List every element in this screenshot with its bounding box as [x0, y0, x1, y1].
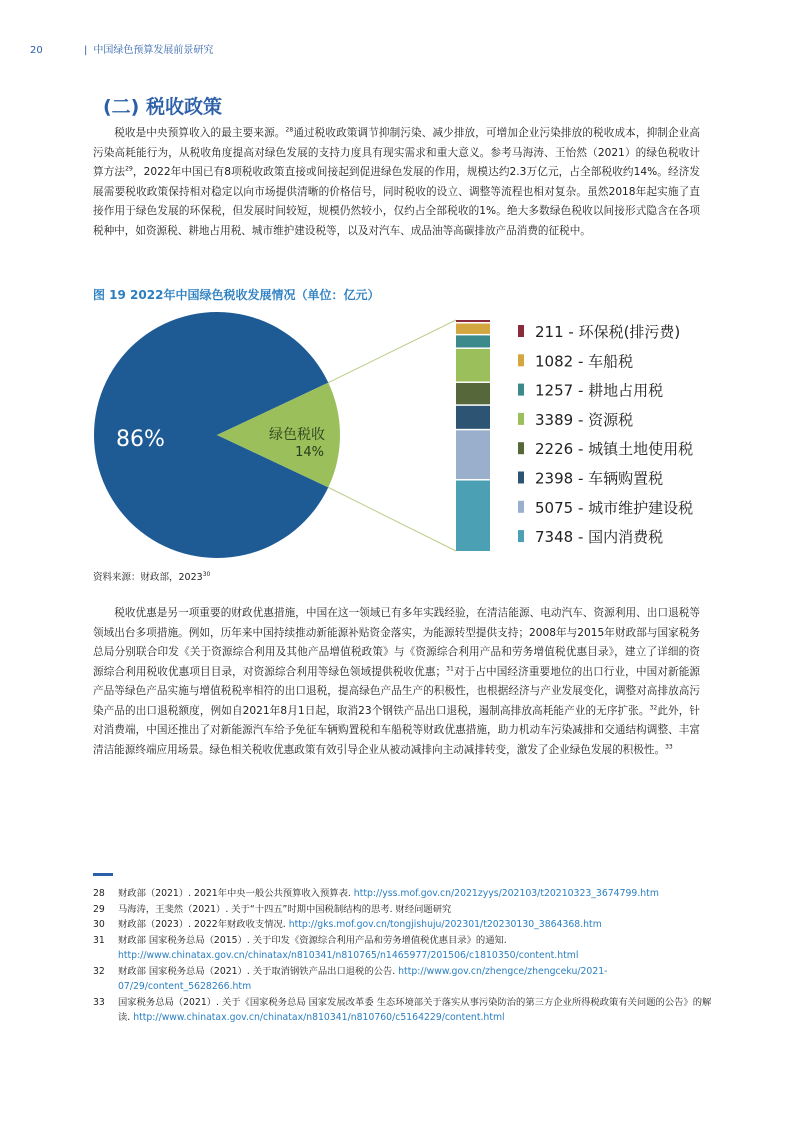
pie-label-green-name: 绿色税收 — [269, 427, 325, 443]
footnote-number: 29 — [93, 903, 105, 915]
footnote — [93, 964, 713, 995]
legend-label: 211 - 环保税(排污费) — [535, 323, 681, 341]
footnote-number: 33 — [93, 996, 105, 1008]
legend-label: 1082 - 车船税 — [535, 352, 634, 371]
paragraph-text: 此外，针对消费端，中国还推出了对新能源汽车给予免征车辆购置税和车船税等财政优惠措施，助力机动车污染减排和交通结构调整、丰富清洁能源终端应用场景。绿色相关税收优惠政策有效引导企业从被动减排向主动减排转变，激发了企业绿色发展的积极性。 — [93, 704, 700, 756]
legend-swatch — [518, 354, 524, 366]
paragraph-text: 税收优惠是另一项重要的财政优惠措施，中国在这一领域已有多年实践经验，在清洁能源、电动汽车、资源利用、出口退税等领域出台多项措施。例如，历年来中国持续推动新能源补贴资金落实，为能源转型提供支持；2008年与2015年财政部与国家税务总局分别联合印发《关于资源综合利用及其他产品增值税政策》与《资源综合利用产品和劳务增值税优惠目录》，建立了详细的资源综合利用税收优惠项目目录，对资源综合利用等绿色领域提供税收优惠； — [93, 607, 700, 678]
footnote-number: 30 — [93, 919, 105, 930]
paragraph-text: ，2022年中国已有8项税收政策直接或间接起到促进绿色发展的作用，规模达约2.3万亿元，占全部税收约14%。经济发展需要税收政策保持相对稳定以向市场提供清晰的价格信号，同时税收的设立、调整等流程也相对复杂。虽然2018年起实施了直接作用于绿色发展的环保税，但发展时间较短，规模仍然较小，仅约占全部税收的1%。绝大多数绿色税收以间接形式隐含在各项税种中，如资源税、耕地占用税、城市维护建设税等，以及对汽车、成品油等高碳排放产品消费的征税中。 — [93, 166, 701, 237]
footnote-ref[interactable]: 33 — [665, 742, 673, 750]
legend-label: 2226 - 城镇土地使用税 — [535, 440, 694, 459]
paragraph-text: 通过税收政策调节抑制污染、减少排放，可增加企业污染排放的税收成本，抑制企业高污染高耗能行为，从税收角度提高对绿色发展的支持力度具有现实需求和重大意义。参考马海涛、王怡然（2021）的绿色税收计算方法 — [93, 127, 700, 178]
bar-segment — [456, 320, 490, 322]
connector-line-bottom — [328, 487, 456, 551]
legend-swatch — [518, 413, 524, 425]
header-separator: | — [84, 45, 88, 56]
bar-segment — [456, 406, 490, 429]
bar-segment — [456, 349, 490, 382]
footnotes — [93, 886, 713, 1026]
footnote-link[interactable]: http://yss.mof.gov.cn/2021zyys/202103/t20210323_3674799.htm — [353, 888, 659, 899]
footnote-ref[interactable]: 32 — [649, 703, 658, 711]
footnote-ref[interactable]: 28 — [285, 126, 294, 134]
legend-swatch — [518, 384, 524, 396]
bar-segment — [456, 335, 490, 347]
footnote — [93, 902, 713, 918]
footnote-number: 28 — [93, 888, 105, 899]
legend-swatch — [518, 442, 524, 454]
footnote-ref[interactable]: 30 — [202, 570, 211, 578]
footnote-link[interactable]: http://www.chinatax.gov.cn/chinatax/n810341/n810765/n1465977/201506/c1810350/content.html — [118, 950, 579, 961]
figure-source — [93, 569, 210, 583]
footnote-divider — [93, 873, 113, 876]
footnote-ref[interactable]: 31 — [446, 664, 454, 672]
connector-lines — [328, 320, 456, 551]
bar-segment — [456, 324, 490, 334]
bar-segment — [456, 430, 490, 479]
pie-chart — [94, 312, 340, 558]
legend-label: 5075 - 城市维护建设税 — [535, 498, 694, 517]
section-title: (二) 税收政策 — [103, 96, 222, 118]
legend-swatch — [518, 472, 524, 484]
pie-label-other-percent: 86% — [116, 427, 165, 452]
page-number: 20 — [30, 45, 43, 56]
footnote — [93, 886, 713, 902]
footnote-text: 马海涛，王斐然（2021）. 关于“十四五”时期中国税制结构的思考. 财经问题研究 — [118, 903, 452, 915]
paragraph-tax-revenue — [93, 124, 700, 241]
source-text: 资料来源：财政部，2023 — [93, 572, 203, 583]
connector-line-top — [328, 320, 456, 383]
stacked-bar — [456, 320, 490, 551]
footnote-link[interactable]: http://www.gov.cn/zhengce/zhengceku/2021-07/29/content_5628266.htm — [118, 965, 608, 992]
legend-swatch — [518, 530, 524, 542]
footnote-link[interactable]: http://www.chinatax.gov.cn/chinatax/n810341/n810760/c5164229/content.html — [133, 1012, 505, 1023]
paragraph-text: 税收是中央预算收入的最主要来源。 — [114, 127, 286, 139]
footnote — [93, 917, 713, 933]
footnote-text: 财政部 国家税务总局（2021）. 关于取消钢铁产品出口退税的公告. — [118, 965, 399, 977]
paragraph-tax-incentives — [93, 604, 700, 760]
legend-swatch — [518, 501, 524, 513]
legend — [518, 323, 693, 546]
bar-segment — [456, 383, 490, 404]
footnote-text: 国家税务总局（2021）. 关于《国家税务总局 国家发展改革委 生态环境部关于落实从事污染防治的第三方企业所得税政策有关问题的公告》的解读. — [118, 996, 712, 1023]
footnote-ref[interactable]: 29 — [125, 165, 133, 173]
footnote-text: 财政部 国家税务总局（2015）. 关于印发《资源综合利用产品和劳务增值税优惠目录》的通知. — [118, 934, 507, 946]
footnote-number: 32 — [93, 965, 105, 977]
legend-label: 1257 - 耕地占用税 — [535, 381, 664, 400]
figure-title: 图 19 2022年中国绿色税收发展情况（单位：亿元） — [93, 288, 380, 302]
bar-segment — [456, 481, 490, 551]
footnote-text: 财政部（2023）. 2022年财政收支情况. — [118, 919, 289, 930]
footnote-text: 财政部（2021）. 2021年中央一般公共预算收入预算表. — [118, 888, 354, 899]
footnote — [93, 933, 713, 964]
footnote — [93, 995, 713, 1026]
footnote-number: 31 — [93, 934, 105, 946]
green-tax-chart — [90, 308, 710, 558]
report-title: 中国绿色预算发展前景研究 — [93, 45, 214, 56]
legend-label: 2398 - 车辆购置税 — [535, 469, 664, 488]
pie-label-green-percent: 14% — [295, 445, 324, 460]
footnote-link[interactable]: http://gks.mof.gov.cn/tongjishuju/202301/t20230130_3864368.htm — [288, 919, 602, 930]
legend-label: 7348 - 国内消费税 — [535, 528, 664, 547]
page-header — [30, 41, 213, 56]
legend-label: 3389 - 资源税 — [535, 410, 634, 429]
paragraph-text: 对于占中国经济重要地位的出口行业，中国对新能源产品等绿色产品实施与增值税税率相符的出口退税，提高绿色产品生产的积极性，也根据经济与产业发展变化，调整对高排放高污染产品的出口退税额度，例如自2021年8月1日起，取消23个钢铁产品出口退税，遏制高排放高耗能产业的无序扩张。 — [93, 665, 701, 717]
legend-swatch — [518, 325, 524, 337]
